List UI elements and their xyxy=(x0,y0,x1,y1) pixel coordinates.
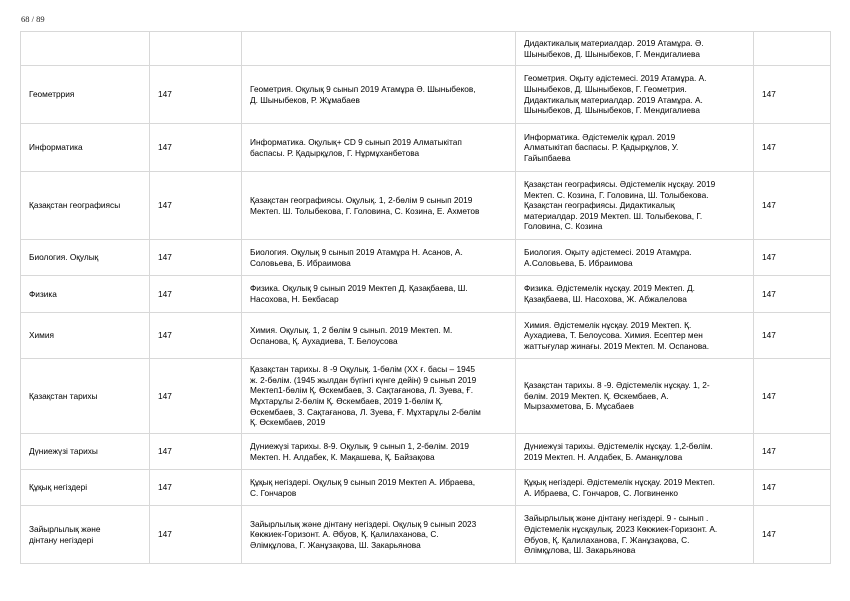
count-cell: 147 xyxy=(150,276,242,313)
count-cell: 147 xyxy=(150,240,242,276)
count2-cell: 147 xyxy=(754,434,831,470)
textbook-cell: Құқық негіздері. Оқулық 9 сынып 2019 Мектеп А. Ибраева, С. Гончаров xyxy=(242,470,516,506)
subject-cell: Информатика xyxy=(21,124,150,172)
table-row xyxy=(21,124,831,172)
subject-cell: Қазақстан географиясы xyxy=(21,172,150,240)
table-row xyxy=(21,240,831,276)
textbook-cell: Дүниежүзі тарихы. 8-9. Оқулық. 9 сынып 1, 2-бөлім. 2019 Мектеп. Н. Алдабек, К. Мақашева, Қ. Байзақова xyxy=(242,434,516,470)
textbook-cell: Қазақстан тарихы. 8 -9 Оқулық. 1-бөлім (XX ғ. басы – 1945 ж. 2-бөлім. (1945 жылдан бүгінгі күнге дейін) 9 сынып 2019 Мектеп1-бөлім Қ. Өскембаев, З. Сақтағанова, Л. Зуева, Ғ. Мұхтарұлы 2-бөлім Қ. Өскембаев, 2019 1-бөлім Қ. Өскембаев, З. Сақтағанова, Л. Зуева, Ғ. Мұхтарұлы 2-бөлім Қ. Өскембаев, 2019 xyxy=(242,359,516,434)
count-cell: 147 xyxy=(150,313,242,359)
methodical-cell: Дүниежүзі тарихы. Әдістемелік нұсқау. 1,2-бөлім. 2019 Мектеп. Н. Алдабек, Б. Аманқұлова xyxy=(516,434,754,470)
textbook-cell: Биология. Оқулық 9 сынып 2019 Атамұра Н. Асанов, А. Соловьева, Б. Ибраимова xyxy=(242,240,516,276)
curriculum-table xyxy=(20,31,831,564)
textbook-cell: Физика. Оқулық 9 сынып 2019 Мектеп Д. Қазақбаева, Ш. Насохова, Н. Бекбасар xyxy=(242,276,516,313)
subject-cell: Зайырлылық және дінтану негіздері xyxy=(21,506,150,564)
count2-cell: 147 xyxy=(754,276,831,313)
methodical-cell: Химия. Әдістемелік нұсқау. 2019 Мектеп. Қ. Аухадиева, Т. Белоусова. Химия. Есептер мен жаттығулар жинағы. 2019 Мектеп. М. Оспанова. xyxy=(516,313,754,359)
table-row xyxy=(21,172,831,240)
count-cell: 147 xyxy=(150,506,242,564)
methodical-cell: Физика. Әдістемелік нұсқау. 2019 Мектеп. Д. Қазақбаева, Ш. Насохова, Ж. Абжалелова xyxy=(516,276,754,313)
textbook-cell: Химия. Оқулық. 1, 2 бөлім 9 сынып. 2019 Мектеп. М. Оспанова, Қ. Аухадиева, Т. Белоусова xyxy=(242,313,516,359)
subject-cell: Қазақстан тарихы xyxy=(21,359,150,434)
subject-cell: Құқық негіздері xyxy=(21,470,150,506)
table-row xyxy=(21,276,831,313)
methodical-cell: Геометрия. Оқыту әдістемесі. 2019 Атамұра. А. Шыныбеков, Д. Шыныбеков, Г. Геометрия. Дидактикалық материалдар. 2019 Атамұра. А. Шыныбеков, Д. Шыныбеков, Г. Мендигалиева xyxy=(516,66,754,124)
count2-cell: 147 xyxy=(754,506,831,564)
count-cell: 147 xyxy=(150,434,242,470)
methodical-cell: Дидактикалық материалдар. 2019 Атамұра. Ә. Шыныбеков, Д. Шыныбеков, Г. Мендигалиева xyxy=(516,32,754,66)
table-row xyxy=(21,313,831,359)
page-number: 68 / 89 xyxy=(21,14,45,24)
count2-cell: 147 xyxy=(754,66,831,124)
count2-cell: 147 xyxy=(754,470,831,506)
table-row xyxy=(21,506,831,564)
subject-cell xyxy=(21,32,150,66)
table-row xyxy=(21,434,831,470)
textbook-cell xyxy=(242,32,516,66)
table-row xyxy=(21,66,831,124)
count2-cell: 147 xyxy=(754,359,831,434)
textbook-cell: Информатика. Оқулық+ CD 9 сынып 2019 Алматыкітап баспасы. Р. Қадырқұлов, Г. Нұрмұханбетова xyxy=(242,124,516,172)
count-cell: 147 xyxy=(150,66,242,124)
table-row xyxy=(21,470,831,506)
count2-cell: 147 xyxy=(754,124,831,172)
count-cell: 147 xyxy=(150,470,242,506)
textbook-cell: Геометрия. Оқулық 9 сынып 2019 Атамұра Ә. Шыныбеков, Д. Шыныбеков, Р. Жұмабаев xyxy=(242,66,516,124)
subject-cell: Дүниежүзі тарихы xyxy=(21,434,150,470)
methodical-cell: Құқық негіздері. Әдістемелік нұсқау. 2019 Мектеп. А. Ибраева, С. Гончаров, С. Логвиненко xyxy=(516,470,754,506)
methodical-cell: Зайырлылық және дінтану негіздері. 9 - сынып . Әдістемелік нұсқаулық. 2023 Көкжиек-Горизонт. А. Әбуов, Қ. Қалилаханова, Г. Жанұзақова, С. Әлімқұлова, Ш. Закарьянова xyxy=(516,506,754,564)
subject-cell: Химия xyxy=(21,313,150,359)
methodical-cell: Биология. Оқыту әдістемесі. 2019 Атамұра. А.Соловьева, Б. Ибраимова xyxy=(516,240,754,276)
subject-cell: Физика xyxy=(21,276,150,313)
count2-cell: 147 xyxy=(754,313,831,359)
count-cell: 147 xyxy=(150,359,242,434)
methodical-cell: Қазақстан географиясы. Әдістемелік нұсқау. 2019 Мектеп. С. Козина, Г. Головина, Ш. Толыбекова. Қазақстан географиясы. Дидактикалық материалдар. 2019 Мектеп. Ш. Толыбекова, Г. Головина, С. Козина xyxy=(516,172,754,240)
count-cell: 147 xyxy=(150,172,242,240)
methodical-cell: Қазақстан тарихы. 8 -9. Әдістемелік нұсқау. 1, 2- бөлім. 2019 Мектеп. Қ. Өскембаев, А. Мырзахметова, Б. Мұсабаев xyxy=(516,359,754,434)
methodical-cell: Информатика. Әдістемелік құрал. 2019 Алматыкітап баспасы. Р. Қадырқұлов, У. Гайыпбаева xyxy=(516,124,754,172)
textbook-cell: Зайырлылық және дінтану негіздері. Оқулық 9 сынып 2023 Көкжиек-Горизонт. А. Әбуов, Қ. Қалилаханова, С. Әлімқұлова, Г. Жанұзақова, Ш. Закарьянова xyxy=(242,506,516,564)
table-row xyxy=(21,32,831,66)
count2-cell: 147 xyxy=(754,240,831,276)
subject-cell: Геометррия xyxy=(21,66,150,124)
count2-cell: 147 xyxy=(754,172,831,240)
table-row xyxy=(21,359,831,434)
textbook-cell: Қазақстан географиясы. Оқулық. 1, 2-бөлім 9 сынып 2019 Мектеп. Ш. Толыбекова, Г. Головина, С. Козина, Е. Ахметов xyxy=(242,172,516,240)
subject-cell: Биология. Оқулық xyxy=(21,240,150,276)
count-cell: 147 xyxy=(150,124,242,172)
count2-cell xyxy=(754,32,831,66)
count-cell xyxy=(150,32,242,66)
